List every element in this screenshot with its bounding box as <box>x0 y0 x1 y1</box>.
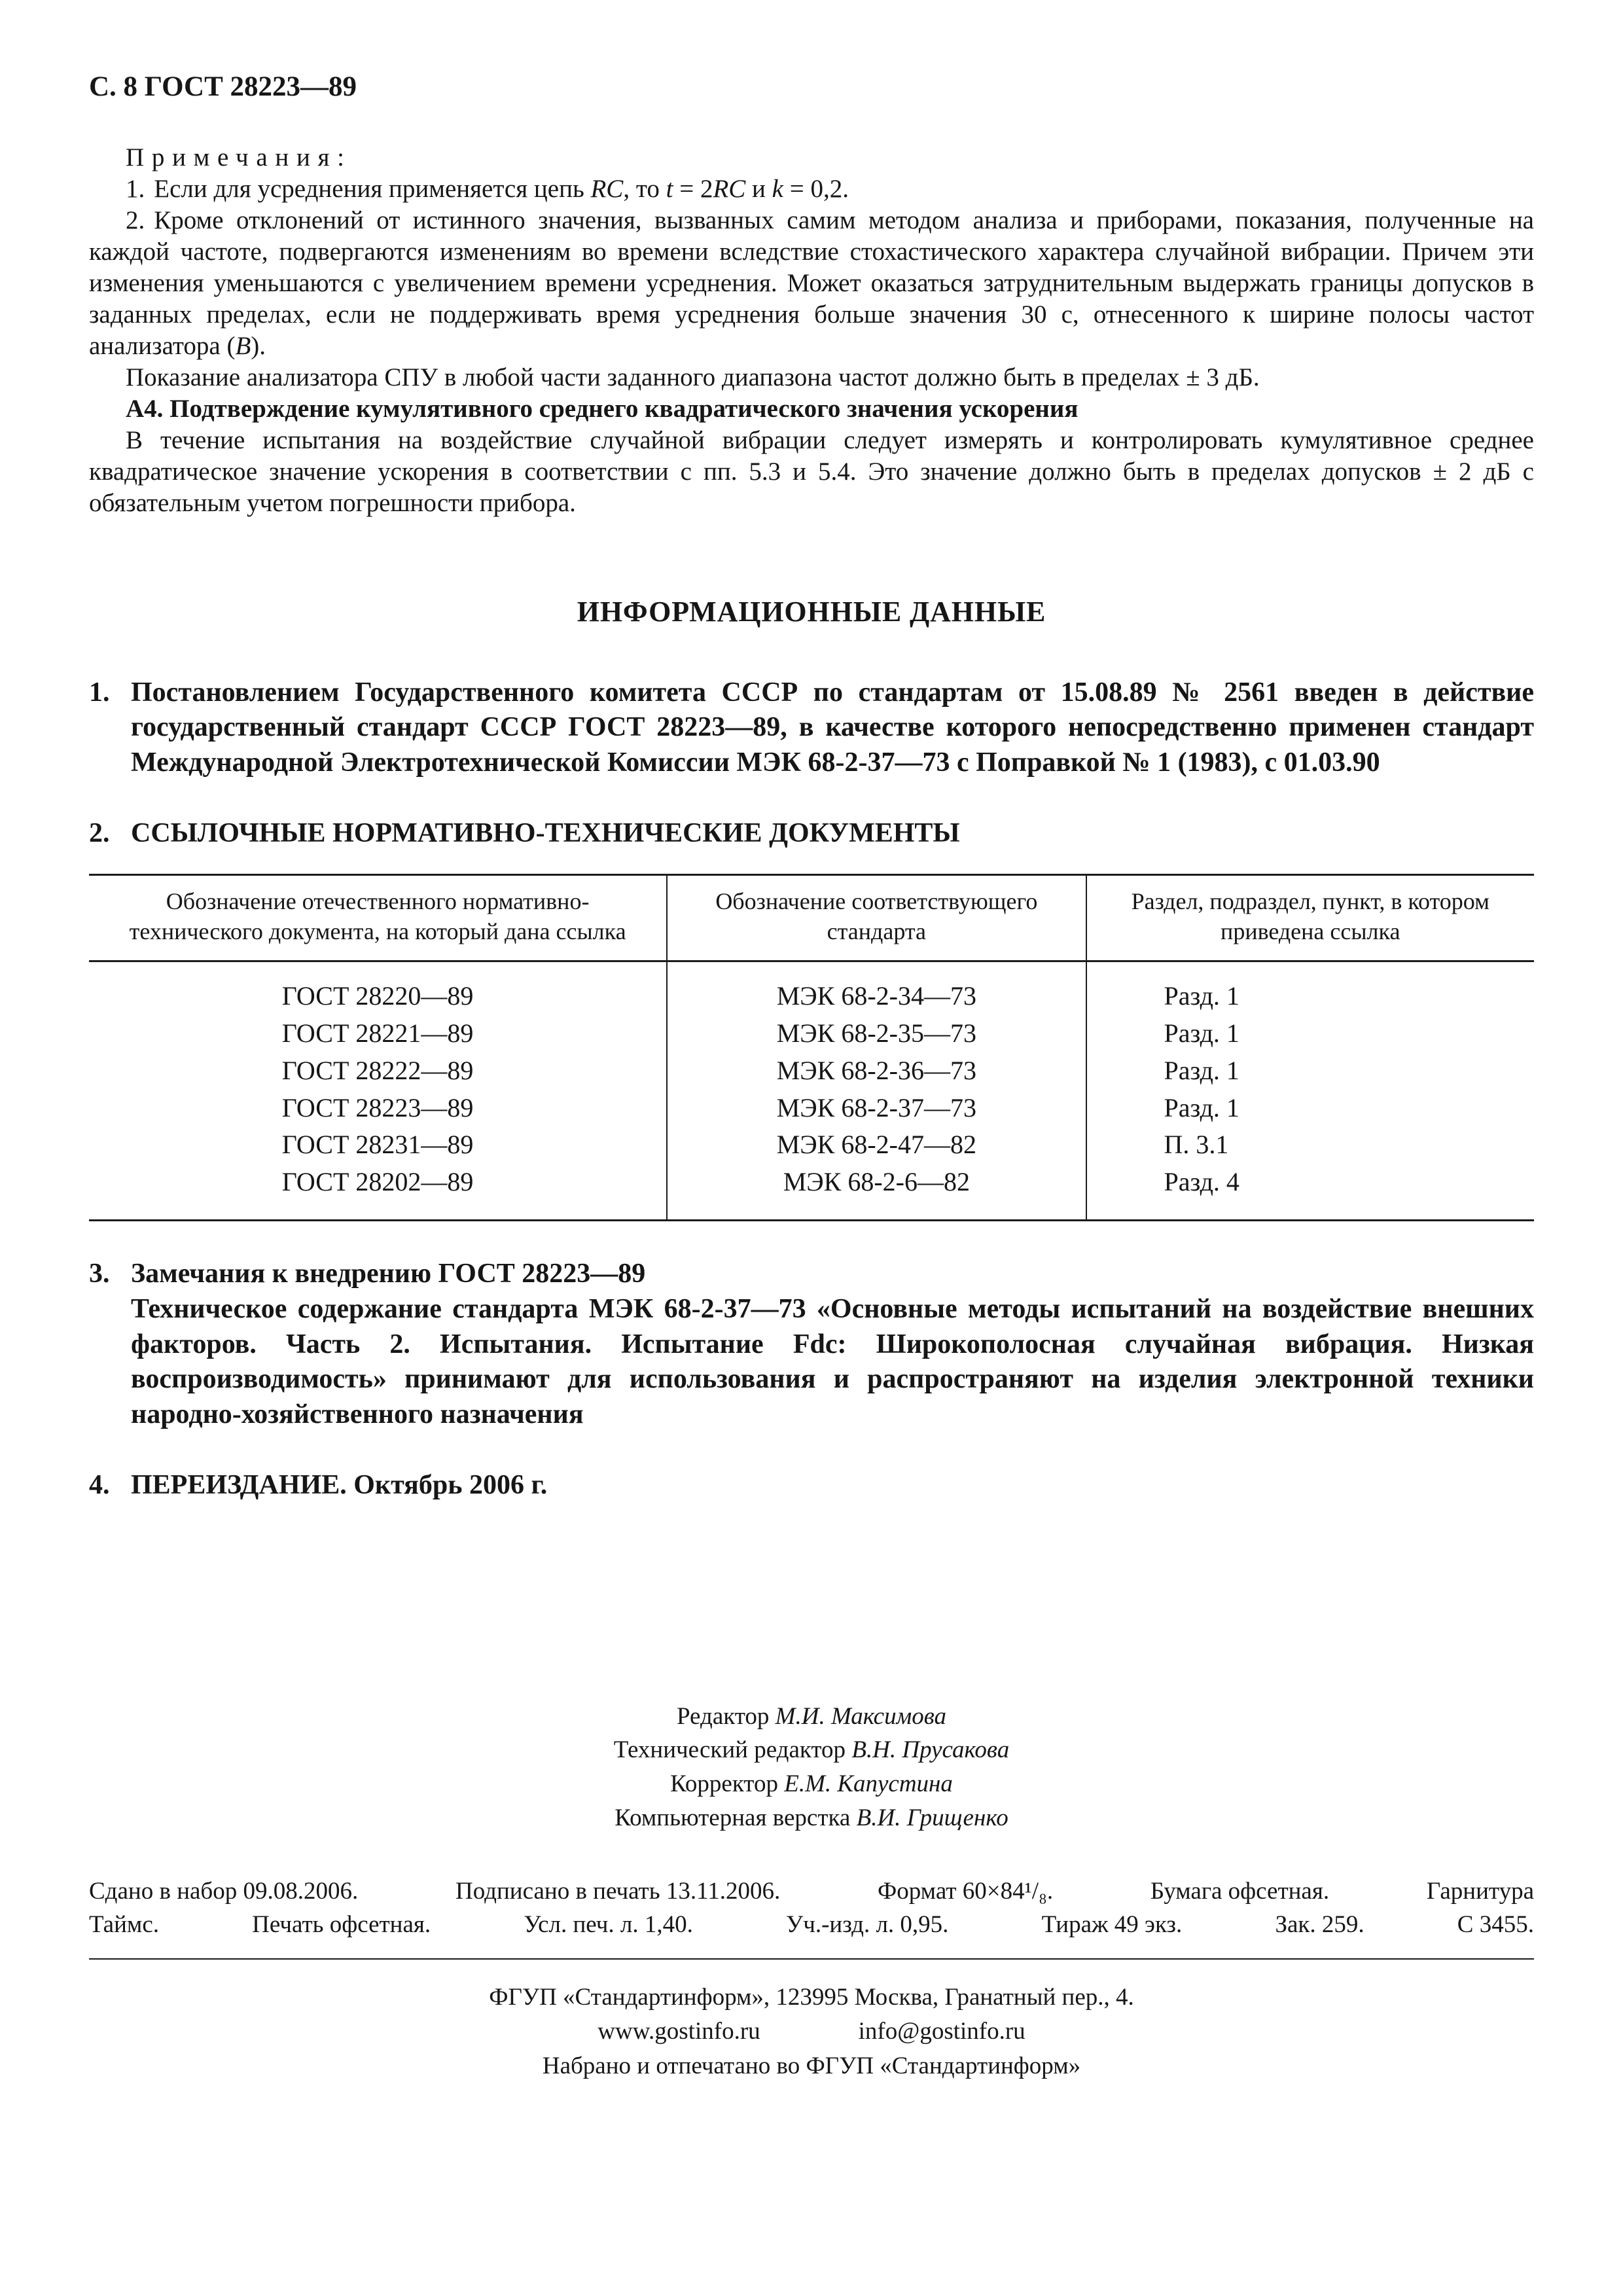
table-cell-iec: МЭК 68-2-47—82 <box>667 1126 1086 1164</box>
imprint-item: Сдано в набор 09.08.2006. <box>89 1877 359 1905</box>
note-1-var-t: t <box>666 174 673 203</box>
table-cell-section: Разд. 1 <box>1164 1055 1240 1085</box>
note-1-var-rc: RC <box>590 174 624 203</box>
imprint-item: Гарнитура <box>1426 1877 1534 1905</box>
imprint-item: Формат 60×84¹/₈. <box>878 1877 1054 1905</box>
staff-line-editor <box>89 1700 1534 1734</box>
item-2-title: ССЫЛОЧНЫЕ НОРМАТИВНО-ТЕХНИЧЕСКИЕ ДОКУМЕНТЫ <box>131 817 960 848</box>
item-4-text: ПЕРЕИЗДАНИЕ. Октябрь 2006 г. <box>131 1469 548 1500</box>
note-1-text: = 0,2. <box>783 174 849 203</box>
item-3-paragraph: Техническое содержание стандарта МЭК 68-2-37—73 «Основные методы испытаний на воздействие внешних факторов. Часть 2. Испытания. Испытание Fdc: Широкополосная случайная вибрация. Низкая воспроизводимость» принимают для использования и распространяют на изделия электронной техники народно-хозяйственного назначения <box>131 1293 1534 1429</box>
imprint-item: Бумага офсетная. <box>1150 1877 1330 1905</box>
staff-line-corrector <box>89 1767 1534 1801</box>
staff-role: Технический редактор <box>613 1736 846 1764</box>
imprint-line-2 <box>89 1908 1534 1941</box>
table-row <box>89 961 1534 1015</box>
note-1-var-k: k <box>772 174 783 203</box>
table-header-domestic-doc: Обозначение отечественного нормативно-технического документа, на который дана ссылка <box>89 874 667 961</box>
table-row <box>89 1015 1534 1052</box>
table-cell-gost: ГОСТ 28231—89 <box>89 1126 667 1164</box>
staff-name: Е.М. Капустина <box>784 1770 953 1798</box>
imprint-item: Зак. 259. <box>1275 1910 1364 1938</box>
table-cell-iec: МЭК 68-2-34—73 <box>667 961 1086 1015</box>
table-header-reference-section: Раздел, подраздел, пункт, в котором приведена ссылка <box>1086 874 1535 961</box>
note-1-number: 1. <box>126 174 145 203</box>
table-cell-gost: ГОСТ 28221—89 <box>89 1015 667 1052</box>
contacts-line <box>89 2015 1534 2049</box>
note-2-var-b: В <box>235 331 251 360</box>
item-2-number: 2. <box>89 817 110 848</box>
a4-heading: А4. Подтверждение кумулятивного среднего квадратического значения ускорения <box>126 394 1079 423</box>
table-cell-iec: МЭК 68-2-6—82 <box>667 1164 1086 1220</box>
a4-paragraph: В течение испытания на воздействие случайной вибрации следует измерять и контролировать кумулятивное среднее квадратическое значение ускорения в соответствии с пп. 5.3 и 5.4. Это значение должно быть в пределах допусков ± 2 дБ с обязательным учетом погрешности прибора. <box>89 425 1534 517</box>
imprint-item: Уч.-изд. л. 0,95. <box>786 1910 949 1938</box>
email-text: info@gostinfo.ru <box>858 2018 1026 2045</box>
spu-note: Показание анализатора СПУ в любой части заданного диапазона частот должно быть в пределах ± 3 дБ. <box>126 363 1260 391</box>
publisher-footer <box>89 1981 1534 2084</box>
note-2-text-end: ). <box>251 331 266 360</box>
table-cell-iec: МЭК 68-2-37—73 <box>667 1090 1086 1127</box>
imprint-item: С 3455. <box>1457 1910 1534 1938</box>
publisher-line: ФГУП «Стандартинформ», 123995 Москва, Гранатный пер., 4. <box>489 1983 1134 2011</box>
staff-name: М.И. Максимова <box>775 1702 947 1730</box>
colophon-staff <box>89 1700 1534 1835</box>
imprint-item: Подписано в печать 13.11.2006. <box>455 1877 781 1905</box>
staff-line-layout <box>89 1801 1534 1835</box>
note-1-text: Если для усреднения применяется цепь <box>154 174 591 203</box>
table-cell-gost: ГОСТ 28220—89 <box>89 961 667 1015</box>
item-4 <box>89 1468 1534 1503</box>
staff-name: В.И. Грищенко <box>856 1804 1008 1831</box>
note-1-text: = 2 <box>673 174 713 203</box>
staff-name: В.Н. Прусакова <box>851 1736 1010 1764</box>
imprint-item: Таймс. <box>89 1910 159 1938</box>
imprint-item: Усл. печ. л. 1,40. <box>524 1910 693 1938</box>
table-cell-gost: ГОСТ 28222—89 <box>89 1052 667 1090</box>
table-cell-gost: ГОСТ 28202—89 <box>89 1164 667 1220</box>
note-1 <box>89 173 1534 205</box>
table-cell-iec: МЭК 68-2-35—73 <box>667 1015 1086 1052</box>
staff-role: Компьютерная верстка <box>615 1804 851 1831</box>
printed-line: Набрано и отпечатано во ФГУП «Стандартинформ» <box>542 2052 1081 2079</box>
table-row <box>89 1126 1534 1164</box>
table-header-row <box>89 874 1534 961</box>
table-cell-iec: МЭК 68-2-36—73 <box>667 1052 1086 1090</box>
info-data-heading: ИНФОРМАЦИОННЫЕ ДАННЫЕ <box>577 595 1046 628</box>
website-text: www.gostinfo.ru <box>597 2018 760 2045</box>
note-1-var-rc: RC <box>713 174 746 203</box>
item-4-number: 4. <box>89 1469 110 1500</box>
item-1-number: 1. <box>89 677 110 708</box>
information-items <box>89 675 1534 1503</box>
staff-line-technical-editor <box>89 1733 1534 1767</box>
item-3-title: Замечания к внедрению ГОСТ 28223—89 <box>131 1259 646 1289</box>
notes-label: Примечания: <box>126 143 352 171</box>
item-3-number: 3. <box>89 1259 110 1289</box>
item-3 <box>89 1257 1534 1433</box>
table-cell-section: Разд. 4 <box>1164 1167 1240 1197</box>
note-2-number: 2. <box>126 206 145 234</box>
item-1-paragraph: Постановлением Государственного комитета СССР по стандартам от 15.08.89 № 2561 введен в действие государственный стандарт СССР ГОСТ 28223—89, в качестве которого непосредственно применен стандарт Международной Электротехнической Комиссии МЭК 68-2-37—73 с Поправкой № 1 (1983), с 01.03.90 <box>131 677 1534 778</box>
note-1-text: и <box>745 174 772 203</box>
item-2-heading <box>89 816 1534 852</box>
table-header-corresponding-standard: Обозначение соответствующего стандарта <box>667 874 1086 961</box>
imprint-block <box>89 1874 1534 1941</box>
table-row <box>89 1164 1534 1220</box>
table-cell-gost: ГОСТ 28223—89 <box>89 1090 667 1127</box>
imprint-item: Печать офсетная. <box>252 1910 431 1938</box>
item-1 <box>89 675 1534 781</box>
imprint-item: Тираж 49 экз. <box>1041 1910 1183 1938</box>
staff-role: Корректор <box>670 1770 778 1798</box>
imprint-line-1 <box>89 1874 1534 1908</box>
references-table <box>89 874 1534 1221</box>
divider-rule <box>89 1958 1534 1960</box>
table-row <box>89 1052 1534 1090</box>
table-cell-section: Разд. 1 <box>1164 981 1240 1011</box>
note-2 <box>89 205 1534 362</box>
staff-role: Редактор <box>676 1702 770 1730</box>
table-row <box>89 1090 1534 1127</box>
table-cell-section: Разд. 1 <box>1164 1018 1240 1049</box>
note-1-text: , то <box>623 174 666 203</box>
note-2-text: Кроме отклонений от истинного значения, вызванных самим методом анализа и приборами, показания, полученные на каждой частоте, подвергаются изменениям во времени вследствие стохастического характера случайной вибрации. Причем эти изменения уменьшаются с увеличением времени усреднения. Может оказаться затруднительным выдержать границы допусков в заданных пределах, если не поддерживать время усреднения больше значения 30 с, отнесенного к ширине полосы частот анализатора ( <box>89 206 1534 360</box>
table-cell-section: Разд. 1 <box>1164 1092 1240 1122</box>
notes-section <box>89 142 1534 519</box>
table-cell-section: П. 3.1 <box>1164 1130 1229 1160</box>
page-header: С. 8 ГОСТ 28223—89 <box>89 71 357 102</box>
